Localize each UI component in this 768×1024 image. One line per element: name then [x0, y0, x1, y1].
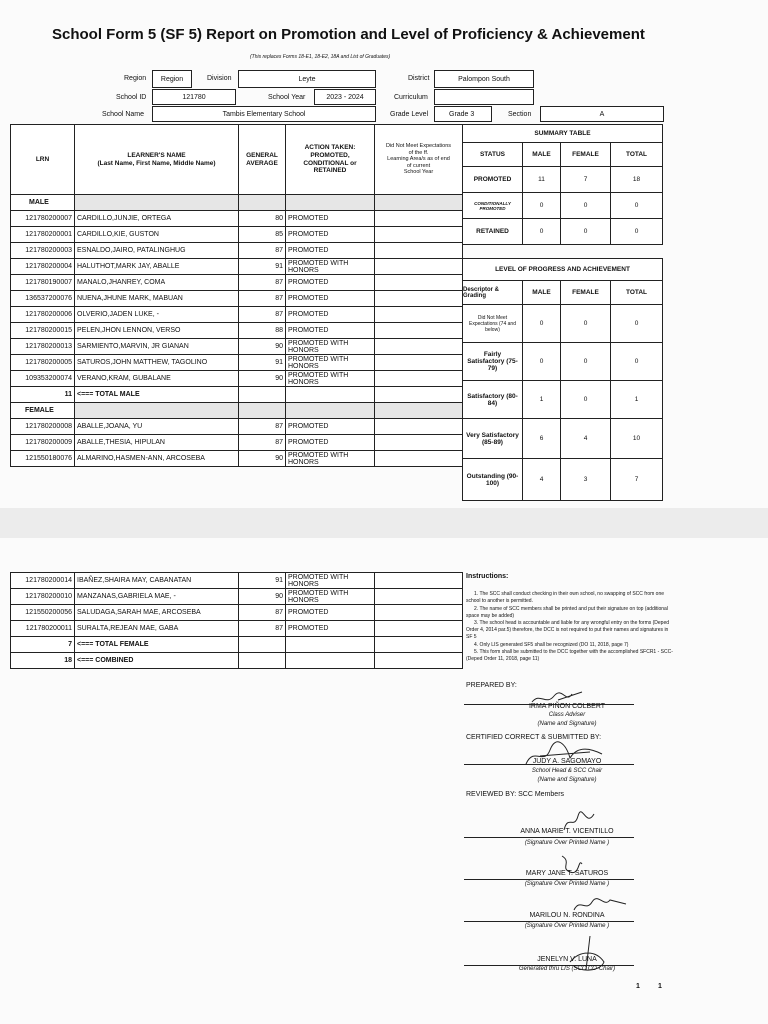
summary-total-value: 0 — [611, 219, 663, 245]
progress-female-value: 0 — [561, 381, 611, 419]
learner-name: VERANO,KRAM, GUBALANE — [75, 371, 239, 387]
table-row — [11, 605, 463, 621]
table-row — [11, 573, 463, 589]
school-head-signature — [520, 740, 610, 770]
progress-female-value: 0 — [561, 305, 611, 343]
learner-average: 90 — [239, 451, 286, 467]
summary-male-value: 0 — [523, 193, 561, 219]
progress-male-value: 1 — [523, 381, 561, 419]
learner-name: SATUROS,JOHN MATTHEW, TAGOLINO — [75, 355, 239, 371]
learner-lrn: 121780200005 — [11, 355, 75, 371]
learner-name: NUENA,JHUNE MARK, MABUAN — [75, 291, 239, 307]
school-name-field: Tambis Elementary School — [152, 106, 376, 122]
summary-status: CONDITIONALLY PROMOTED — [463, 193, 523, 219]
district-label: District — [408, 75, 430, 82]
action-taken: PROMOTED — [286, 435, 375, 451]
table-row — [11, 243, 463, 259]
progress-male-value: 0 — [523, 343, 561, 381]
learner-average: 90 — [239, 589, 286, 605]
progress-descriptor: Did Not Meet Expectations (74 and below) — [463, 305, 523, 343]
adviser-name: IRMA PIÑON COLBERT — [528, 703, 606, 710]
summary-female-value: 7 — [561, 167, 611, 193]
learner-average: 85 — [239, 227, 286, 243]
did-not-meet-cell — [375, 307, 463, 323]
learner-average: 87 — [239, 243, 286, 259]
table-row — [11, 307, 463, 323]
table-row — [11, 211, 463, 227]
learner-average: 87 — [239, 435, 286, 451]
did-not-meet-cell — [375, 589, 463, 605]
curriculum-field — [434, 89, 534, 105]
member-4-sub: Generated thru LIS (SCC CO-Chair) — [518, 966, 616, 972]
instructions-heading: Instructions: — [466, 573, 509, 580]
summary-row — [463, 193, 663, 219]
col-learner-name: LEARNER'S NAME (Last Name, First Name, Middle Name) — [75, 125, 239, 195]
did-not-meet-cell — [375, 323, 463, 339]
progress-female-header: FEMALE — [561, 281, 611, 305]
learner-lrn: 121780200004 — [11, 259, 75, 275]
action-taken: PROMOTED WITH HONORS — [286, 451, 375, 467]
combined-total-row: 18 <=== COMBINED — [11, 653, 463, 669]
instruction-item: 2. The name of SCC members shall be printed and put their signature on top (additional space may be added) — [466, 605, 668, 619]
learner-average: 90 — [239, 339, 286, 355]
school-name-label: School Name — [102, 111, 145, 118]
action-taken: PROMOTED — [286, 307, 375, 323]
member-1-name: ANNA MARIE T. VICENTILLO — [520, 828, 614, 835]
did-not-meet-cell — [375, 605, 463, 621]
learner-lrn: 121780200014 — [11, 573, 75, 589]
learner-name: PELEN,JHON LENNON, VERSO — [75, 323, 239, 339]
action-taken: PROMOTED WITH HONORS — [286, 339, 375, 355]
curriculum-label: Curriculum — [394, 94, 428, 101]
progress-row — [463, 305, 663, 343]
action-taken: PROMOTED — [286, 605, 375, 621]
male-section-row: MALE — [11, 195, 463, 211]
summary-total-value: 0 — [611, 193, 663, 219]
form-title: School Form 5 (SF 5) Report on Promotion and Level of Proficiency & Achievement — [52, 26, 645, 43]
member-2-name: MARY JANE T. SATUROS — [525, 870, 609, 877]
learner-lrn: 121780200013 — [11, 339, 75, 355]
action-taken: PROMOTED — [286, 227, 375, 243]
table-row — [11, 291, 463, 307]
certified-label: CERTIFIED CORRECT & SUBMITTED BY: — [466, 734, 602, 741]
summary-table — [462, 124, 663, 245]
learner-average: 90 — [239, 371, 286, 387]
learner-name: OLVERIO,JADEN LUKE, - — [75, 307, 239, 323]
learner-name: ABALLE,THESIA, HIPULAN — [75, 435, 239, 451]
learner-name: IBAÑEZ,SHAIRA MAY, CABANATAN — [75, 573, 239, 589]
learner-average: 87 — [239, 419, 286, 435]
grade-level-field: Grade 3 — [434, 106, 492, 122]
progress-row — [463, 459, 663, 501]
adviser-role: Class Adviser — [548, 712, 586, 718]
learner-lrn: 121780200006 — [11, 307, 75, 323]
learner-name: ALMARINO,HASMEN-ANN, ARCOSEBA — [75, 451, 239, 467]
learner-average: 87 — [239, 291, 286, 307]
learner-name: ESNALDO,JAIRO, PATALINGHUG — [75, 243, 239, 259]
page-number-right: 1 — [658, 983, 662, 990]
progress-title: LEVEL OF PROGRESS AND ACHIEVEMENT — [463, 259, 663, 281]
summary-total-header: TOTAL — [611, 143, 663, 167]
did-not-meet-cell — [375, 339, 463, 355]
table-row — [11, 259, 463, 275]
progress-total-value: 0 — [611, 305, 663, 343]
learner-lrn: 121780190007 — [11, 275, 75, 291]
progress-male-value: 4 — [523, 459, 561, 501]
member-1-sub: (Signature Over Printed Name ) — [524, 840, 610, 846]
progress-descriptor: Very Satisfactory (85-89) — [463, 419, 523, 459]
page-number-left: 1 — [636, 983, 640, 990]
member-3-sub: (Signature Over Printed Name ) — [524, 923, 610, 929]
region-label: Region — [124, 75, 147, 82]
grade-level-label: Grade Level — [390, 111, 429, 118]
member-2-sub: (Signature Over Printed Name ) — [524, 881, 610, 887]
prepared-by-label: PREPARED BY: — [466, 682, 517, 689]
learner-name: ABALLE,JOANA, YU — [75, 419, 239, 435]
school-head-name: JUDY A. SAGOMAYO — [532, 758, 602, 765]
summary-male-header: MALE — [523, 143, 561, 167]
total-male-row: 11 <=== TOTAL MALE — [11, 387, 463, 403]
learner-average: 91 — [239, 355, 286, 371]
adviser-sub: (Name and Signature) — [537, 721, 597, 727]
member-3-name: MARILOU N. RONDINA — [529, 912, 605, 919]
table-row — [11, 451, 463, 467]
summary-total-value: 18 — [611, 167, 663, 193]
did-not-meet-cell — [375, 419, 463, 435]
summary-title: SUMMARY TABLE — [463, 125, 663, 143]
reviewed-by-label: REVIEWED BY: SCC Members — [466, 791, 565, 798]
did-not-meet-cell — [375, 275, 463, 291]
table-row — [11, 589, 463, 605]
progress-male-value: 6 — [523, 419, 561, 459]
progress-total-value: 1 — [611, 381, 663, 419]
district-field: Palompon South — [434, 70, 534, 88]
progress-male-header: MALE — [523, 281, 561, 305]
learner-average: 87 — [239, 621, 286, 637]
table-row — [11, 435, 463, 451]
learner-table-continued — [10, 572, 463, 669]
summary-row — [463, 167, 663, 193]
summary-female-value: 0 — [561, 193, 611, 219]
summary-male-value: 11 — [523, 167, 561, 193]
learner-name: CARDILLO,JUNJIE, ORTEGA — [75, 211, 239, 227]
learner-lrn: 121550180076 — [11, 451, 75, 467]
action-taken: PROMOTED — [286, 291, 375, 307]
col-action-taken: ACTION TAKEN: PROMOTED, CONDITIONAL or RETAINED — [286, 125, 375, 195]
learner-name: MANALO,JHANREY, COMA — [75, 275, 239, 291]
total-female-row: 7 <=== TOTAL FEMALE — [11, 637, 463, 653]
learner-lrn: 121780200003 — [11, 243, 75, 259]
col-general-average: GENERAL AVERAGE — [239, 125, 286, 195]
action-taken: PROMOTED — [286, 323, 375, 339]
table-row — [11, 275, 463, 291]
action-taken: PROMOTED WITH HONORS — [286, 371, 375, 387]
action-taken: PROMOTED WITH HONORS — [286, 573, 375, 589]
learner-lrn: 121780200007 — [11, 211, 75, 227]
school-id-label: School ID — [116, 94, 147, 101]
instructions-block — [466, 572, 676, 664]
learner-name: MANZANAS,GABRIELA MAE, - — [75, 589, 239, 605]
region-field: Region — [152, 70, 192, 88]
table-row — [11, 227, 463, 243]
summary-status: RETAINED — [463, 219, 523, 245]
instruction-item: 1. The SCC shall conduct checking in their own school, no swapping of SCC from one school to another is permitted. — [466, 591, 665, 605]
progress-row — [463, 419, 663, 459]
instruction-item: 3. The school head is accountable and liable for any wrongful entry on the forms (Deped Order 4, 2014 par.5) therefore, the DCC is not required to put their names and signatures in SF 5 — [466, 620, 670, 640]
progress-total-value: 7 — [611, 459, 663, 501]
did-not-meet-cell — [375, 227, 463, 243]
action-taken: PROMOTED — [286, 419, 375, 435]
instruction-item: 4. Only LIS generated SF5 shall be recognized (DO 11, 2018, page 7) — [474, 641, 629, 648]
progress-row — [463, 343, 663, 381]
summary-status: PROMOTED — [463, 167, 523, 193]
did-not-meet-cell — [375, 243, 463, 259]
form-page-1 — [0, 0, 768, 508]
did-not-meet-cell — [375, 355, 463, 371]
school-year-field: 2023 - 2024 — [314, 89, 376, 105]
table-row — [11, 339, 463, 355]
action-taken: PROMOTED WITH HONORS — [286, 259, 375, 275]
female-section-row: FEMALE — [11, 403, 463, 419]
learner-average: 87 — [239, 307, 286, 323]
action-taken: PROMOTED WITH HONORS — [286, 355, 375, 371]
did-not-meet-cell — [375, 211, 463, 227]
action-taken: PROMOTED — [286, 243, 375, 259]
school-id-field: 121780 — [152, 89, 236, 105]
progress-total-header: TOTAL — [611, 281, 663, 305]
learner-name: HALUTHOT,MARK JAY, ABALLE — [75, 259, 239, 275]
instruction-item: 5. This form shall be submitted to the DCC together with the accomplished SFCR1 - SCC- (Deped Order 11, 2018, page 11) — [466, 649, 673, 663]
table-row — [11, 323, 463, 339]
learner-lrn: 136537200076 — [11, 291, 75, 307]
table-row — [11, 621, 463, 637]
summary-row — [463, 219, 663, 245]
section-label: Section — [508, 111, 532, 118]
division-field: Leyte — [238, 70, 376, 88]
learner-lrn: 121780200015 — [11, 323, 75, 339]
learner-lrn: 121780200008 — [11, 419, 75, 435]
progress-female-value: 0 — [561, 343, 611, 381]
progress-male-value: 0 — [523, 305, 561, 343]
table-row — [11, 371, 463, 387]
division-label: Division — [207, 75, 232, 82]
learner-lrn: 121780200010 — [11, 589, 75, 605]
learner-lrn: 121550200056 — [11, 605, 75, 621]
table-row — [11, 355, 463, 371]
learner-name: SALUDAGA,SARAH MAE, ARCOSEBA — [75, 605, 239, 621]
learner-table — [10, 124, 463, 467]
school-head-role: School Head & SCC Chair — [531, 768, 603, 774]
did-not-meet-cell — [375, 573, 463, 589]
progress-descriptor: Fairly Satisfactory (75-79) — [463, 343, 523, 381]
progress-total-value: 10 — [611, 419, 663, 459]
did-not-meet-cell — [375, 259, 463, 275]
learner-average: 91 — [239, 259, 286, 275]
progress-row — [463, 381, 663, 419]
col-did-not-meet: Did Not Meet Expectations of the ff. Learning Area/s as of end of current School Year — [375, 125, 463, 195]
progress-table — [462, 258, 663, 501]
learner-lrn: 121780200011 — [11, 621, 75, 637]
form-subtitle: (This replaces Forms 18-E1, 18-E2, 18A and List of Graduates) — [250, 54, 391, 60]
did-not-meet-cell — [375, 291, 463, 307]
action-taken: PROMOTED — [286, 621, 375, 637]
progress-total-value: 0 — [611, 343, 663, 381]
learner-lrn: 109353200074 — [11, 371, 75, 387]
learner-lrn: 121780200009 — [11, 435, 75, 451]
action-taken: PROMOTED — [286, 275, 375, 291]
table-row — [11, 419, 463, 435]
learner-name: SARMIENTO,MARVIN, JR GIANAN — [75, 339, 239, 355]
progress-female-value: 3 — [561, 459, 611, 501]
school-head-sub: (Name and Signature) — [537, 777, 597, 783]
learner-name: CARDILLO,KIE, GUSTON — [75, 227, 239, 243]
learner-average: 80 — [239, 211, 286, 227]
progress-female-value: 4 — [561, 419, 611, 459]
summary-male-value: 0 — [523, 219, 561, 245]
school-year-label: School Year — [268, 94, 306, 101]
learner-name: SURALTA,REJEAN MAE, GABA — [75, 621, 239, 637]
progress-descriptor-header: Descriptor & Grading — [463, 281, 523, 305]
summary-female-header: FEMALE — [561, 143, 611, 167]
action-taken: PROMOTED WITH HONORS — [286, 589, 375, 605]
did-not-meet-cell — [375, 371, 463, 387]
col-lrn: LRN — [11, 125, 75, 195]
learner-lrn: 121780200001 — [11, 227, 75, 243]
learner-average: 87 — [239, 605, 286, 621]
section-field: A — [540, 106, 664, 122]
learner-average: 91 — [239, 573, 286, 589]
action-taken: PROMOTED — [286, 211, 375, 227]
did-not-meet-cell — [375, 621, 463, 637]
progress-descriptor: Outstanding (90-100) — [463, 459, 523, 501]
learner-average: 87 — [239, 275, 286, 291]
summary-status-header: STATUS — [463, 143, 523, 167]
member-4-name: JENELYN V. LUNA — [537, 956, 597, 963]
summary-female-value: 0 — [561, 219, 611, 245]
progress-descriptor: Satisfactory (80-84) — [463, 381, 523, 419]
did-not-meet-cell — [375, 435, 463, 451]
did-not-meet-cell — [375, 451, 463, 467]
learner-average: 88 — [239, 323, 286, 339]
